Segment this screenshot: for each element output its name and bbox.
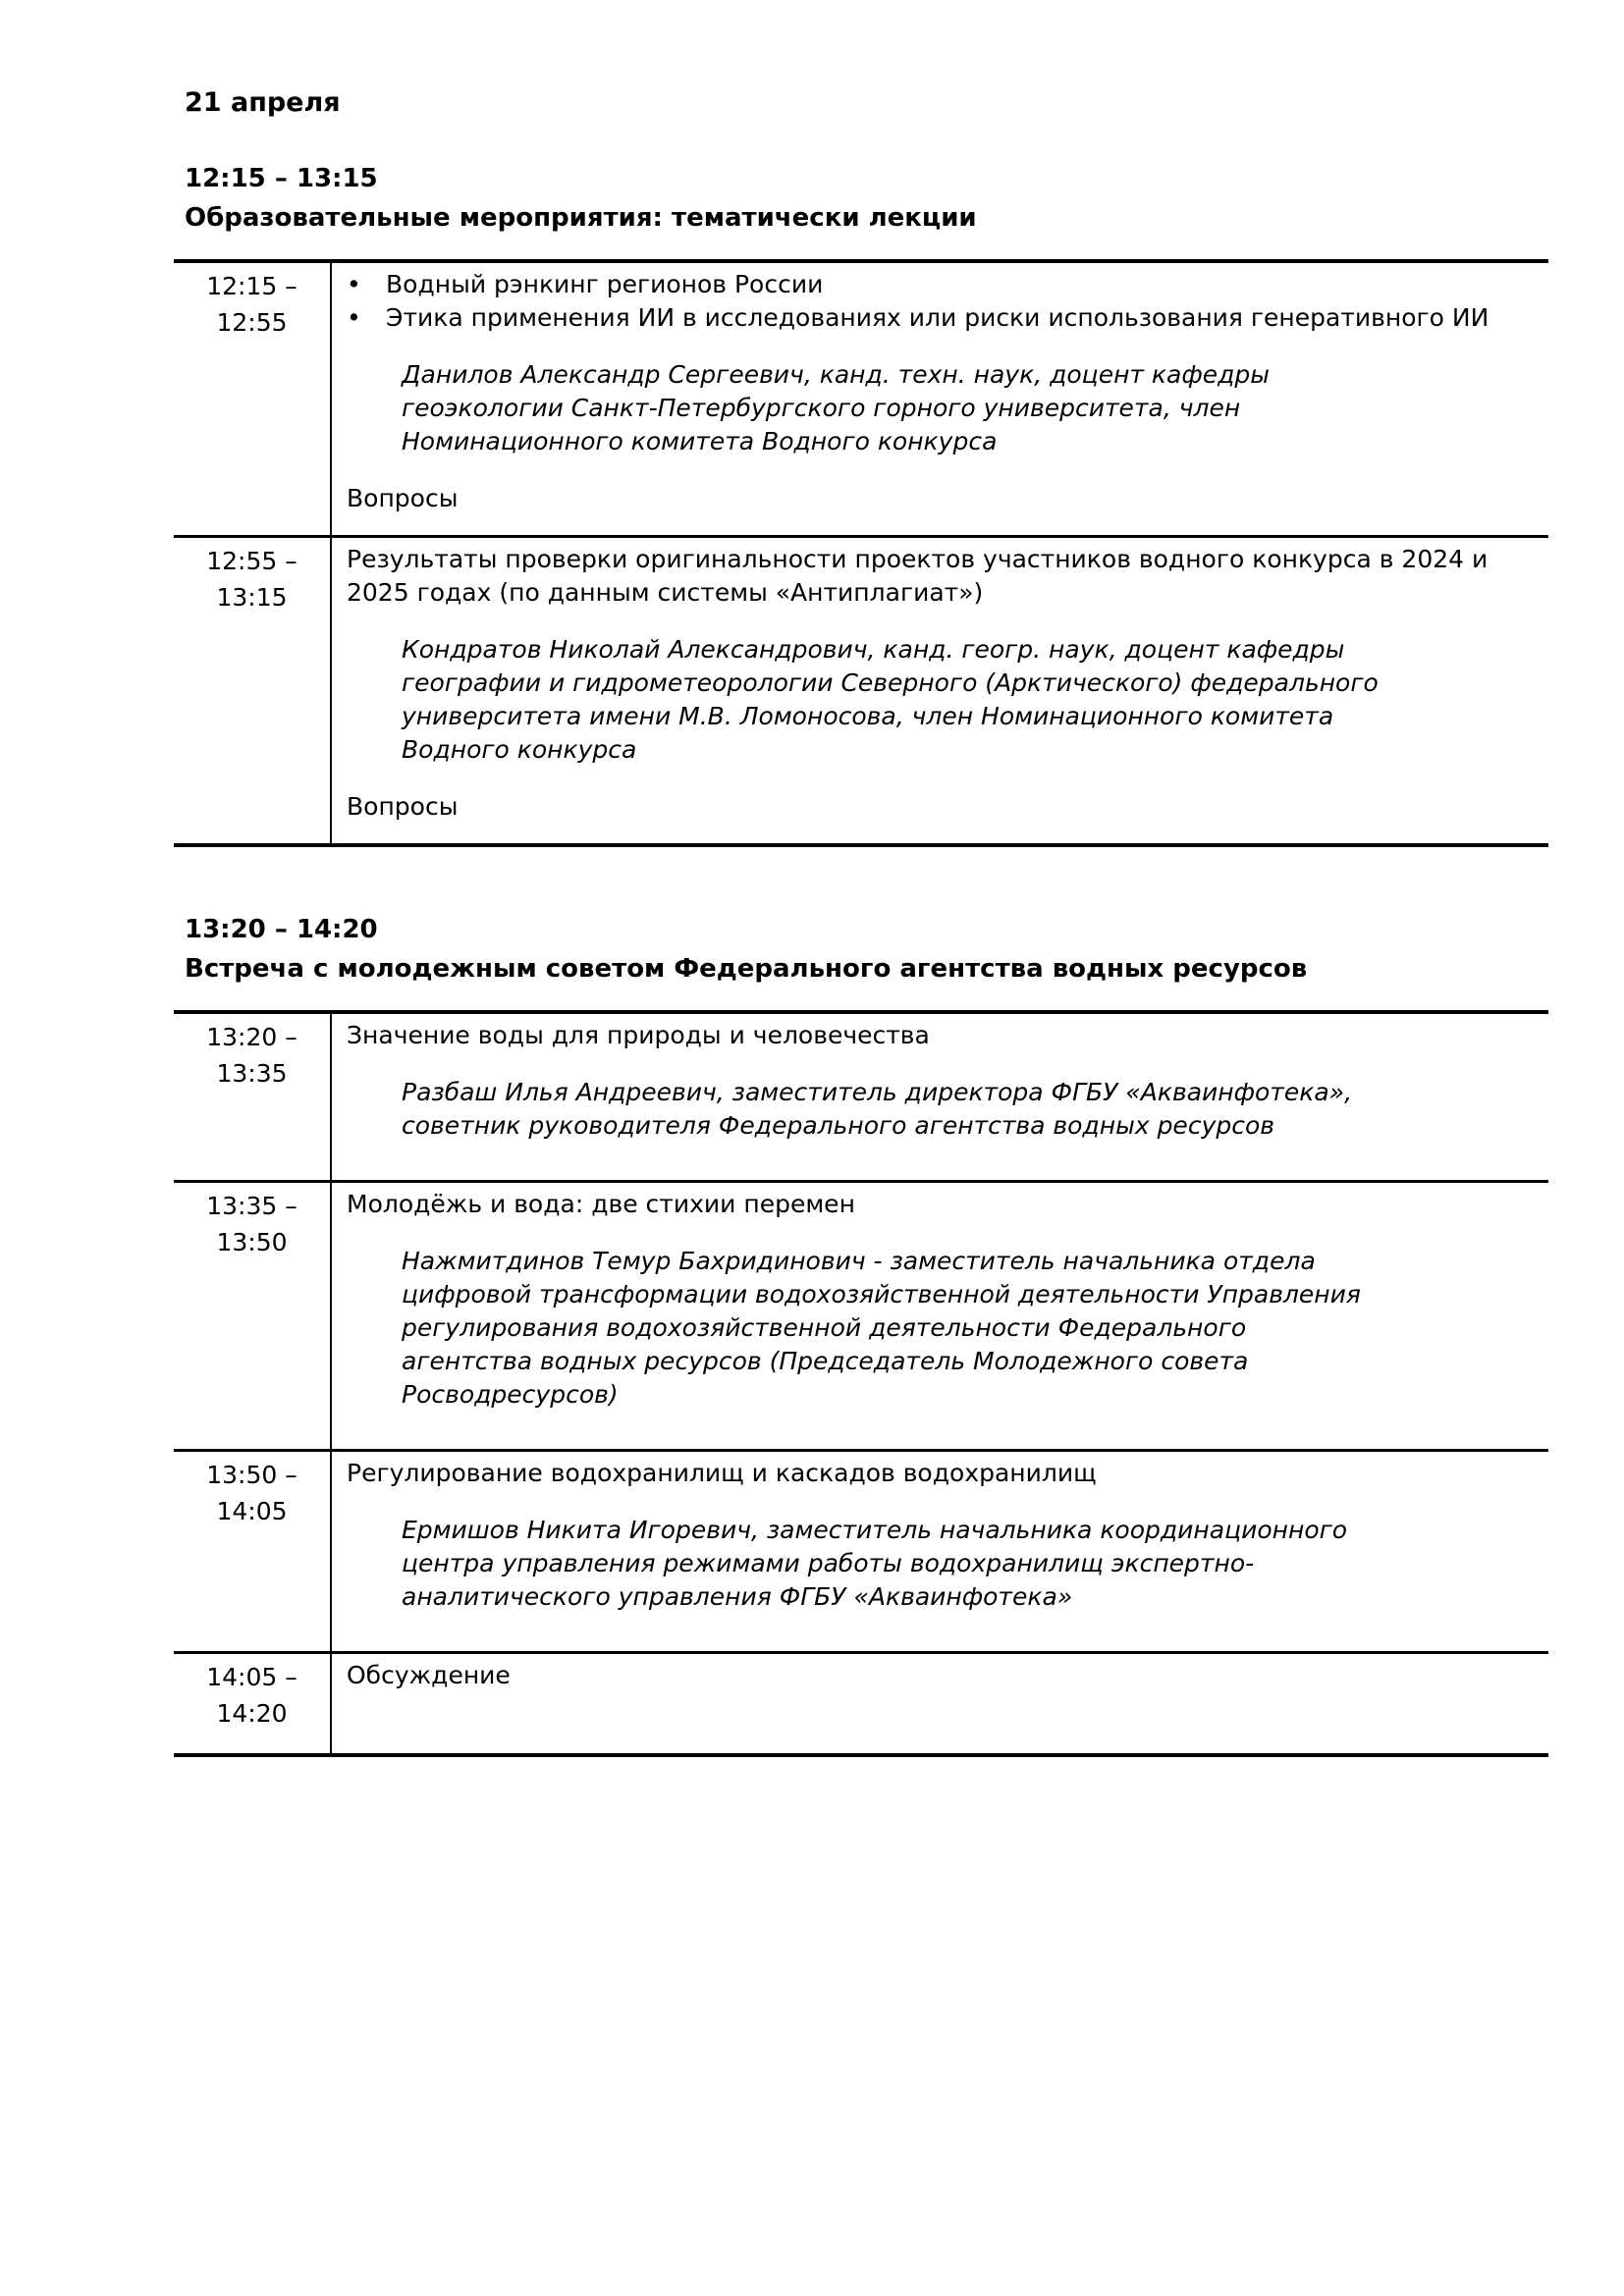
session-title: Регулирование водохранилищ и каскадов водохранилищ (347, 1459, 1097, 1487)
section-youth-council (174, 910, 1548, 1757)
content-cell (331, 1182, 1548, 1451)
time-end: 13:50 (216, 1228, 288, 1256)
time-cell (174, 537, 331, 846)
bullet-text: Водный рэнкинг регионов России (386, 270, 824, 298)
section-lectures (174, 159, 1548, 847)
section-header (174, 159, 1548, 238)
questions-label: Вопросы (347, 792, 459, 821)
section-title: Образовательные мероприятия: тематически лекции (185, 203, 977, 233)
schedule-table-lectures (174, 259, 1548, 847)
time-end: 14:20 (216, 1699, 288, 1728)
section-time-range: 12:15 – 13:15 (185, 164, 378, 193)
speaker-info: Разбаш Илья Андреевич, заместитель директора ФГБУ «Акваинфотека», советник руководителя Федерального агентства водных ресурсов (402, 1078, 1353, 1140)
time-start: 14:05 – (206, 1663, 298, 1691)
questions-label: Вопросы (347, 484, 459, 512)
table-row (174, 1653, 1548, 1755)
time-start: 12:15 – (206, 272, 298, 300)
bullet-icon: • (347, 303, 361, 332)
time-end: 14:05 (216, 1497, 288, 1525)
time-start: 13:50 – (206, 1461, 298, 1489)
table-row (174, 1182, 1548, 1451)
date-heading: 21 апреля (185, 87, 341, 118)
table-row (174, 261, 1548, 537)
speaker-info: Нажмитдинов Темур Бахридинович - заместитель начальника отдела цифровой трансформации водохозяйственной деятельности Управления регулирования водохозяйственной деятельности Федерального агентства водных ресурсов (Председатель Молодежного совета Росводресурсов) (402, 1247, 1361, 1409)
table-row (174, 1012, 1548, 1182)
bullet-icon: • (347, 270, 361, 298)
bullet-text: Этика применения ИИ в исследованиях или риски использования генеративного ИИ (386, 303, 1489, 332)
content-cell (331, 261, 1548, 537)
content-cell (331, 537, 1548, 846)
time-end: 13:15 (216, 583, 288, 612)
content-cell (331, 1653, 1548, 1755)
session-title: Обсуждение (347, 1661, 511, 1689)
time-start: 13:20 – (206, 1023, 298, 1051)
section-divider-space (174, 847, 1548, 910)
speaker-info: Ермишов Никита Игоревич, заместитель начальника координационного центра управления режимами работы водохранилищ экспертно-аналитического управления ФГБУ «Акваинфотека» (402, 1516, 1348, 1611)
time-cell (174, 1182, 331, 1451)
section-title: Встреча с молодежным советом Федерального агентства водных ресурсов (185, 954, 1308, 984)
content-cell (331, 1012, 1548, 1182)
speaker-info: Кондратов Николай Александрович, канд. геогр. наук, доцент кафедры географии и гидрометеорологии Северного (Арктического) федерального университета имени М.В. Ломоносова, член Номинационного комитета Водного конкурса (402, 635, 1379, 764)
time-end: 13:35 (216, 1059, 288, 1088)
bullet-item (347, 268, 1495, 301)
time-end: 12:55 (216, 308, 288, 337)
section-header (174, 910, 1548, 988)
schedule-table-youth-council (174, 1010, 1548, 1757)
time-cell (174, 1653, 331, 1755)
bullet-item (347, 301, 1495, 335)
time-cell (174, 261, 331, 537)
time-start: 12:55 – (206, 547, 298, 575)
table-row (174, 1451, 1548, 1653)
table-row (174, 537, 1548, 846)
session-title: Значение воды для природы и человечества (347, 1021, 930, 1049)
content-cell (331, 1451, 1548, 1653)
time-start: 13:35 – (206, 1192, 298, 1220)
time-cell (174, 1012, 331, 1182)
session-title: Молодёжь и вода: две стихии перемен (347, 1190, 855, 1218)
section-time-range: 13:20 – 14:20 (185, 915, 378, 944)
time-cell (174, 1451, 331, 1653)
speaker-info: Данилов Александр Сергеевич, канд. техн. наук, доцент кафедры геоэкологии Санкт-Петербургского горного университета, член Номинационного комитета Водного конкурса (402, 360, 1270, 455)
session-title: Результаты проверки оригинальности проектов участников водного конкурса в 2024 и 2025 годах (по данным системы «Антиплагиат») (347, 545, 1489, 607)
